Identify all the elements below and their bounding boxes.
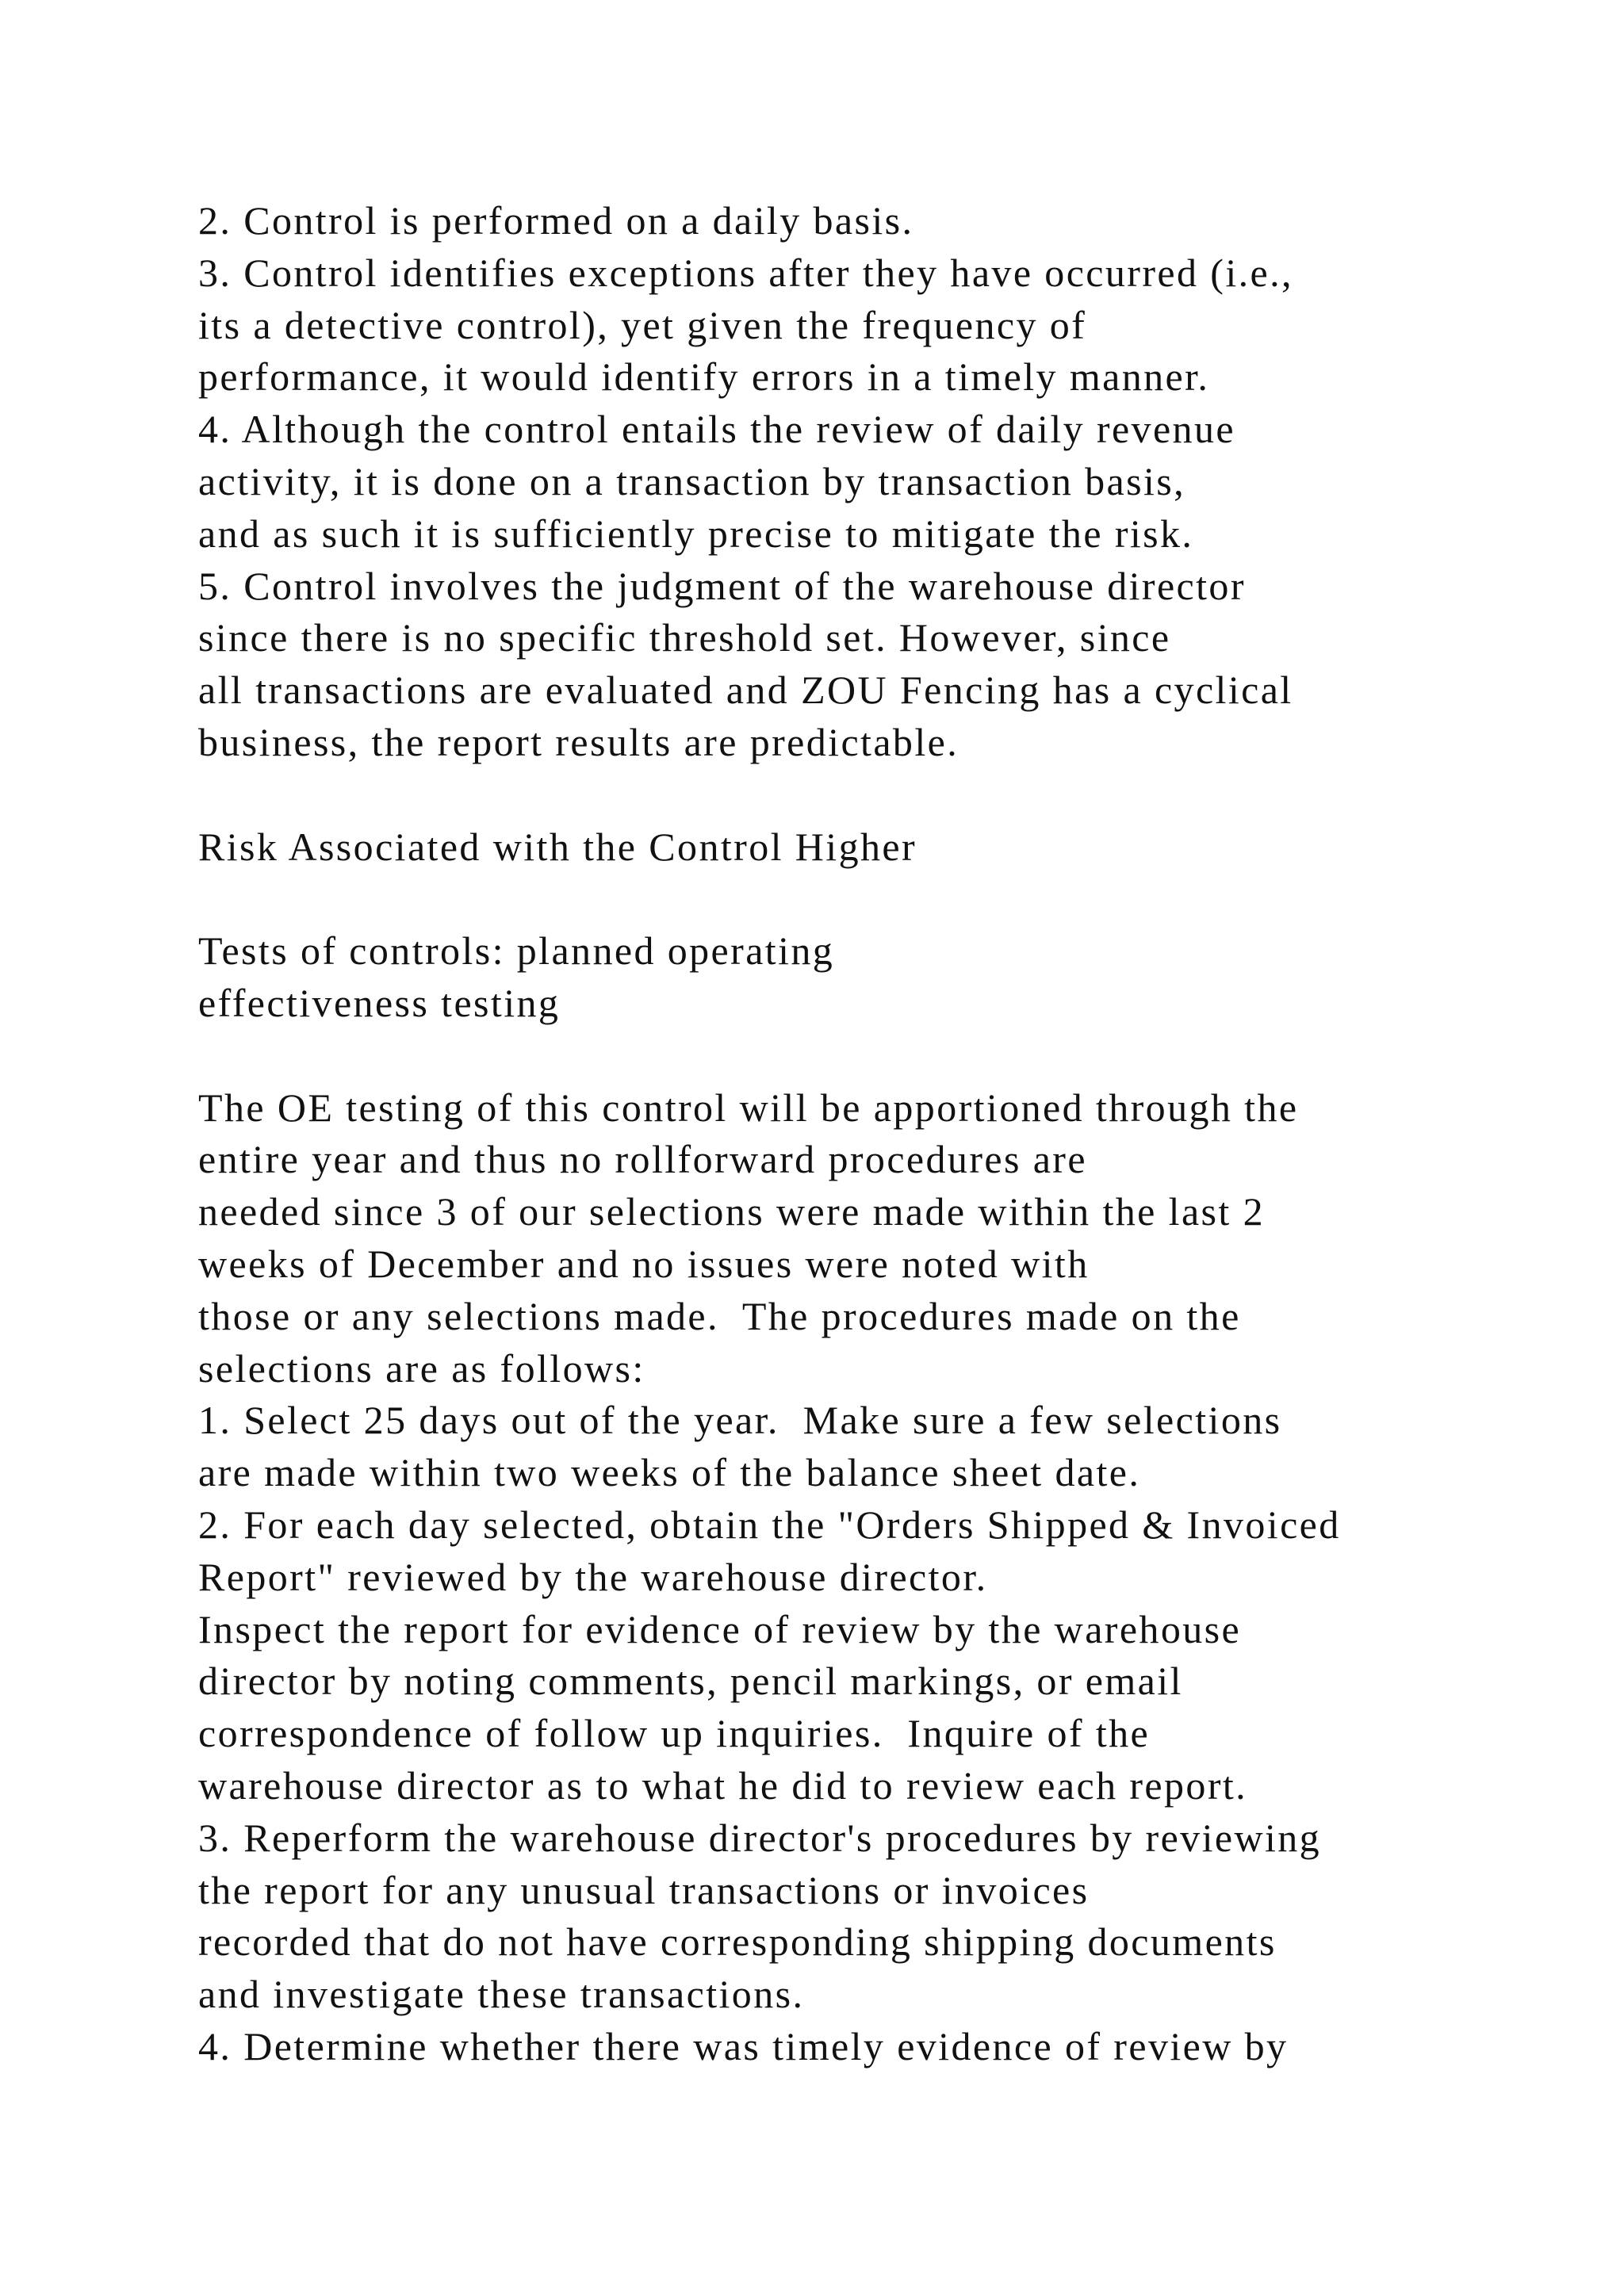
text-line: needed since 3 of our selections were made within the last 2 xyxy=(198,1189,1266,1234)
text-line: warehouse director as to what he did to review each report. xyxy=(198,1762,1248,1808)
section-heading: effectiveness testing xyxy=(198,980,561,1025)
blank-line xyxy=(198,1030,1594,1082)
text-line: its a detective control), yet given the frequency of xyxy=(198,302,1087,347)
text-line: The OE testing of this control will be apportioned through the xyxy=(198,1085,1299,1130)
text-line: 4. Determine whether there was timely evidence of review by xyxy=(198,2023,1289,2068)
text-line: 2. Control is performed on a daily basis. xyxy=(198,198,914,243)
text-line: 2. For each day selected, obtain the "Orders Shipped & Invoiced xyxy=(198,1502,1341,1547)
text-line: weeks of December and no issues were noted with xyxy=(198,1241,1090,1286)
text-line: activity, it is done on a transaction by transaction basis, xyxy=(198,458,1186,503)
text-line: since there is no specific threshold set. However, since xyxy=(198,615,1171,660)
text-line: Inspect the report for evidence of review by the warehouse xyxy=(198,1606,1242,1651)
section-heading: Tests of controls: planned operating xyxy=(198,928,835,974)
text-line: correspondence of follow up inquiries. Inquire of the xyxy=(198,1711,1151,1756)
text-line: business, the report results are predictable. xyxy=(198,719,959,764)
text-line: all transactions are evaluated and ZOU Fencing has a cyclical xyxy=(198,668,1293,713)
text-line: are made within two weeks of the balance sheet date. xyxy=(198,1450,1141,1495)
blank-line xyxy=(198,873,1594,925)
text-line: and investigate these transactions. xyxy=(198,1972,805,2017)
text-line: those or any selections made. The procedures made on the xyxy=(198,1293,1241,1338)
document-body xyxy=(198,195,1594,2073)
text-line: performance, it would identify errors in a timely manner. xyxy=(198,354,1210,400)
text-line: entire year and thus no rollforward procedures are xyxy=(198,1137,1087,1182)
text-line: 5. Control involves the judgment of the warehouse director xyxy=(198,563,1246,608)
text-line: the report for any unusual transactions or invoices xyxy=(198,1867,1090,1912)
text-line: 1. Select 25 days out of the year. Make sure a few selections xyxy=(198,1398,1282,1443)
text-line: and as such it is sufficiently precise to mitigate the risk. xyxy=(198,511,1194,556)
text-line: director by noting comments, pencil markings, or email xyxy=(198,1659,1183,1704)
text-line: selections are as follows: xyxy=(198,1345,645,1391)
text-line: 4. Although the control entails the review of daily revenue xyxy=(198,407,1235,452)
text-line: 3. Reperform the warehouse director's procedures by reviewing xyxy=(198,1815,1322,1860)
text-line: Report" reviewed by the warehouse director. xyxy=(198,1554,988,1599)
section-heading: Risk Associated with the Control Higher xyxy=(198,824,917,869)
blank-line xyxy=(198,769,1594,821)
text-line: recorded that do not have corresponding shipping documents xyxy=(198,1919,1277,1965)
text-line: 3. Control identifies exceptions after they have occurred (i.e., xyxy=(198,250,1293,295)
